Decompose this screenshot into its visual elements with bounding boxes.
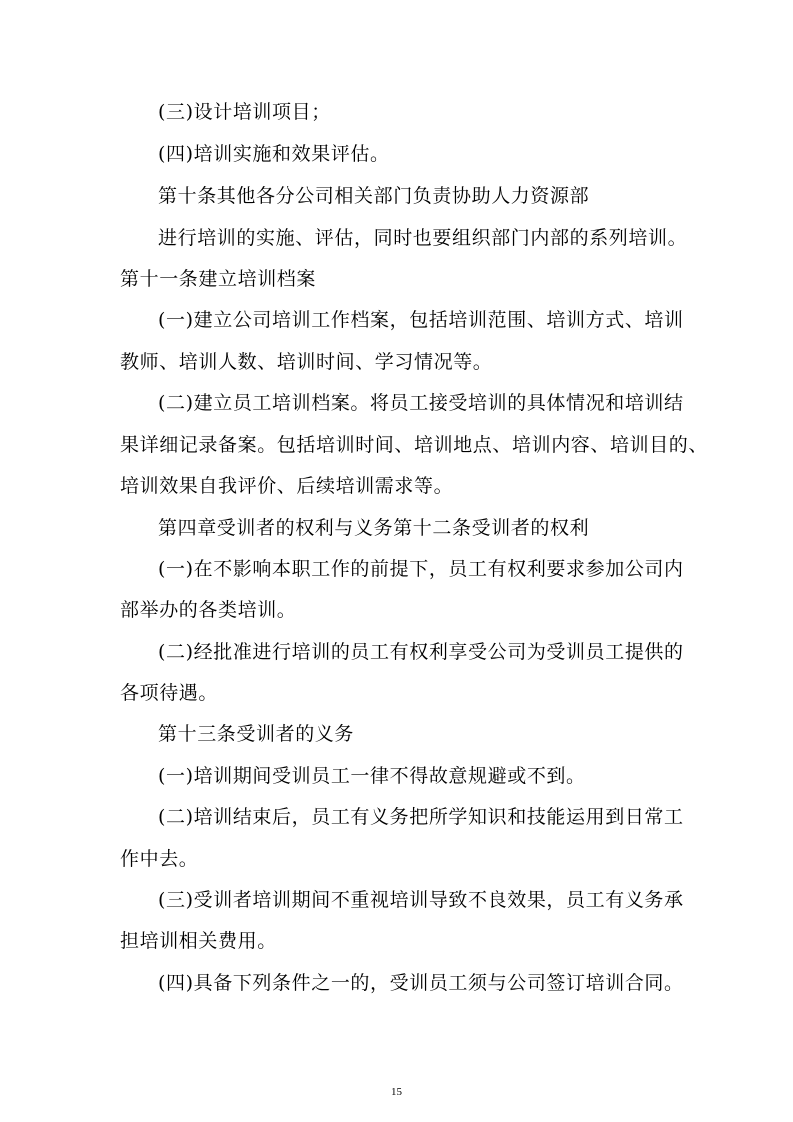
chapter-heading: 第四章受训者的权利与义务第十二条受训者的权利 <box>158 517 590 539</box>
section-heading: 第十一条建立培训档案 <box>120 268 317 290</box>
text-line: (三)设计培训项目； <box>158 101 331 123</box>
text-line: 培训效果自我评价、后续培训需求等。 <box>120 475 454 497</box>
text-line: 作中去。 <box>120 848 199 870</box>
text-line: 教师、培训人数、培训时间、学习情况等。 <box>120 351 493 373</box>
text-line: (一)培训期间受训员工一律不得故意规避或不到。 <box>158 765 586 787</box>
text-line: (一)建立公司培训工作档案，包括培训范围、培训方式、培训 <box>158 309 684 331</box>
text-line: (三)受训者培训期间不重视培训导致不良效果，员工有义务承 <box>158 889 684 911</box>
text-line: 各项待遇。 <box>120 682 219 704</box>
text-line: (二)经批准进行培训的员工有权利享受公司为受训员工提供的 <box>158 641 684 663</box>
text-line: (二)培训结束后，员工有义务把所学知识和技能运用到日常工 <box>158 806 684 828</box>
text-line: 部举办的各类培训。 <box>120 599 297 621</box>
text-line: 进行培训的实施、评估，同时也要组织部门内部的系列培训。 <box>158 227 688 249</box>
text-line: 果详细记录备案。包括培训时间、培训地点、培训内容、培训目的、 <box>120 434 709 456</box>
text-line: (四)培训实施和效果评估。 <box>158 143 390 165</box>
text-line: 担培训相关费用。 <box>120 930 277 952</box>
text-line: (四)具备下列条件之一的，受训员工须与公司签订培训合同。 <box>158 972 684 994</box>
text-line: (一)在不影响本职工作的前提下，员工有权利要求参加公司内 <box>158 558 684 580</box>
page-number: 15 <box>391 1086 402 1098</box>
section-heading: 第十三条受训者的义务 <box>158 723 355 745</box>
text-line: (二)建立员工培训档案。将员工接受培训的具体情况和培训结 <box>158 392 684 414</box>
text-line: 第十条其他各分公司相关部门负责协助人力资源部 <box>158 185 590 207</box>
